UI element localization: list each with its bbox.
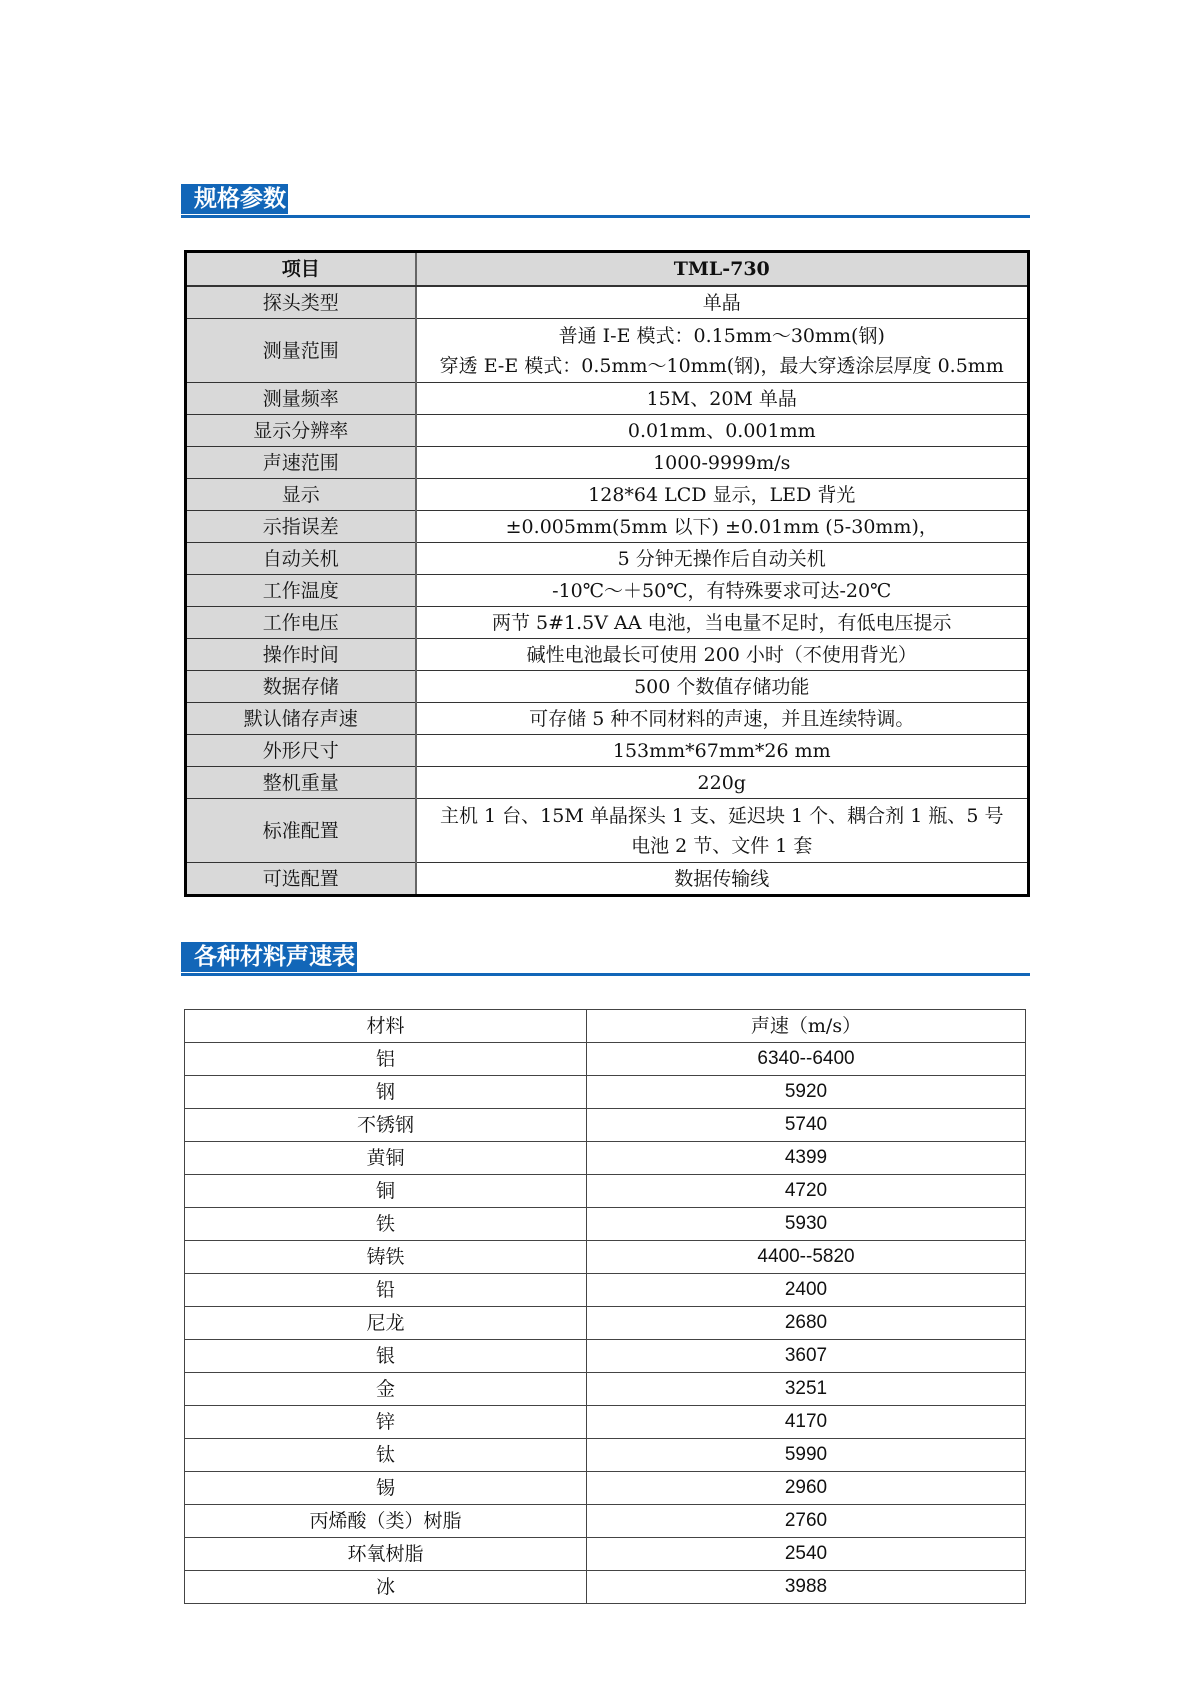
spec-label: 自动关机	[186, 543, 416, 575]
speed-cell: 3251	[587, 1373, 1026, 1406]
material-cell: 铸铁	[185, 1241, 587, 1274]
spec-value-line: 普通 I-E 模式：0.15mm～30mm(钢)	[558, 324, 885, 347]
speed-row	[185, 1175, 1026, 1208]
spec-row	[186, 511, 1029, 543]
speed-row	[185, 1241, 1026, 1274]
spec-row	[186, 479, 1029, 511]
material-cell: 锡	[185, 1472, 587, 1505]
spec-label: 可选配置	[186, 863, 416, 896]
spec-value	[416, 863, 1029, 896]
spec-section-title: 规格参数	[181, 184, 288, 214]
spec-row	[186, 767, 1029, 799]
spec-row	[186, 703, 1029, 735]
speed-cell: 2960	[587, 1472, 1026, 1505]
material-cell: 不锈钢	[185, 1109, 587, 1142]
speed-row	[185, 1472, 1026, 1505]
speed-row	[185, 1538, 1026, 1571]
spec-value-line: 5 分钟无操作后自动关机	[617, 547, 826, 570]
spec-label: 标准配置	[186, 799, 416, 863]
spec-value-line: 两节 5#1.5V AA 电池，当电量不足时，有低电压提示	[491, 611, 952, 634]
spec-value	[416, 799, 1029, 863]
speed-header-material: 材料	[185, 1010, 587, 1043]
material-cell: 铝	[185, 1043, 587, 1076]
spec-label: 测量频率	[186, 383, 416, 415]
spec-label: 工作温度	[186, 575, 416, 607]
spec-label: 探头类型	[186, 286, 416, 319]
spec-row	[186, 863, 1029, 896]
speed-row	[185, 1274, 1026, 1307]
spec-value-line: 数据传输线	[674, 867, 770, 890]
spec-label: 声速范围	[186, 447, 416, 479]
spec-value-line: ±0.005mm(5mm 以下) ±0.01mm (5-30mm)，	[505, 515, 938, 538]
speed-cell: 3607	[587, 1340, 1026, 1373]
material-cell: 铁	[185, 1208, 587, 1241]
spec-value-line: 15M、20M 单晶	[646, 387, 797, 410]
speed-row	[185, 1208, 1026, 1241]
spec-value-line: 单晶	[702, 291, 741, 314]
spec-label: 示指误差	[186, 511, 416, 543]
spec-label: 默认储存声速	[186, 703, 416, 735]
material-cell: 环氧树脂	[185, 1538, 587, 1571]
spec-value-line: 主机 1 台、15M 单晶探头 1 支、延迟块 1 个、耦合剂 1 瓶、5 号	[440, 804, 1004, 827]
spec-value	[416, 383, 1029, 415]
spec-value-line: 220g	[697, 771, 746, 794]
material-cell: 铜	[185, 1175, 587, 1208]
spec-label: 显示	[186, 479, 416, 511]
spec-value	[416, 415, 1029, 447]
spec-row	[186, 735, 1029, 767]
spec-label: 操作时间	[186, 639, 416, 671]
spec-value	[416, 319, 1029, 383]
spec-row	[186, 639, 1029, 671]
speed-cell: 2760	[587, 1505, 1026, 1538]
material-cell: 尼龙	[185, 1307, 587, 1340]
spec-section-heading	[181, 184, 1030, 218]
spec-header-model: TML-730	[416, 252, 1029, 287]
material-cell: 冰	[185, 1571, 587, 1604]
spec-value-line: 153mm*67mm*26 mm	[612, 739, 831, 762]
spec-label: 整机重量	[186, 767, 416, 799]
speed-row	[185, 1406, 1026, 1439]
spec-value	[416, 543, 1029, 575]
speed-row	[185, 1505, 1026, 1538]
speed-cell: 2540	[587, 1538, 1026, 1571]
speed-cell: 5740	[587, 1109, 1026, 1142]
spec-row	[186, 415, 1029, 447]
spec-value	[416, 447, 1029, 479]
speed-table-header-row	[185, 1010, 1026, 1043]
speed-table	[184, 1009, 1026, 1604]
spec-row	[186, 543, 1029, 575]
speed-row	[185, 1571, 1026, 1604]
spec-table	[184, 250, 1030, 897]
speed-cell: 2680	[587, 1307, 1026, 1340]
spec-value-line: 电池 2 节、文件 1 套	[631, 834, 813, 857]
speed-section-title: 各种材料声速表	[181, 942, 357, 972]
speed-header-speed: 声速（m/s）	[587, 1010, 1026, 1043]
speed-row	[185, 1043, 1026, 1076]
material-cell: 铅	[185, 1274, 587, 1307]
spec-value-line: 500 个数值存储功能	[634, 675, 810, 698]
spec-value-line: 可存储 5 种不同材料的声速，并且连续特调。	[529, 707, 915, 730]
spec-row	[186, 319, 1029, 383]
speed-section-rule	[181, 973, 1030, 976]
speed-cell: 6340--6400	[587, 1043, 1026, 1076]
spec-row	[186, 447, 1029, 479]
speed-row	[185, 1142, 1026, 1175]
spec-row	[186, 607, 1029, 639]
spec-value-line: 128*64 LCD 显示，LED 背光	[588, 483, 856, 506]
spec-value-line: -10℃～＋50℃，有特殊要求可达-20℃	[552, 579, 892, 602]
spec-row	[186, 575, 1029, 607]
spec-row	[186, 799, 1029, 863]
speed-cell: 4720	[587, 1175, 1026, 1208]
spec-value-line: 0.01mm、0.001mm	[627, 419, 816, 442]
spec-value	[416, 735, 1029, 767]
speed-section-heading	[181, 942, 1030, 976]
spec-value	[416, 607, 1029, 639]
spec-value-line: 碱性电池最长可使用 200 小时（不使用背光）	[526, 643, 917, 666]
speed-cell: 4170	[587, 1406, 1026, 1439]
spec-value-line: 1000-9999m/s	[653, 451, 791, 474]
spec-label: 外形尺寸	[186, 735, 416, 767]
material-cell: 钛	[185, 1439, 587, 1472]
spec-value	[416, 671, 1029, 703]
spec-label: 数据存储	[186, 671, 416, 703]
speed-row	[185, 1109, 1026, 1142]
spec-row	[186, 383, 1029, 415]
spec-row	[186, 286, 1029, 319]
speed-row	[185, 1373, 1026, 1406]
spec-value	[416, 767, 1029, 799]
spec-value-line: 穿透 E-E 模式：0.5mm～10mm(钢)，最大穿透涂层厚度 0.5mm	[439, 354, 1004, 377]
speed-cell: 5930	[587, 1208, 1026, 1241]
spec-value	[416, 511, 1029, 543]
speed-cell: 4400--5820	[587, 1241, 1026, 1274]
spec-label: 显示分辨率	[186, 415, 416, 447]
speed-cell: 4399	[587, 1142, 1026, 1175]
material-cell: 丙烯酸（类）树脂	[185, 1505, 587, 1538]
speed-cell: 5990	[587, 1439, 1026, 1472]
speed-row	[185, 1076, 1026, 1109]
spec-table-header-row	[186, 252, 1029, 287]
speed-cell: 2400	[587, 1274, 1026, 1307]
spec-label: 测量范围	[186, 319, 416, 383]
speed-cell: 3988	[587, 1571, 1026, 1604]
spec-value	[416, 479, 1029, 511]
spec-value	[416, 286, 1029, 319]
spec-label: 工作电压	[186, 607, 416, 639]
speed-row	[185, 1307, 1026, 1340]
material-cell: 金	[185, 1373, 587, 1406]
speed-row	[185, 1340, 1026, 1373]
spec-header-item: 项目	[186, 252, 416, 287]
material-cell: 钢	[185, 1076, 587, 1109]
speed-cell: 5920	[587, 1076, 1026, 1109]
material-cell: 锌	[185, 1406, 587, 1439]
spec-value	[416, 575, 1029, 607]
spec-row	[186, 671, 1029, 703]
spec-value	[416, 639, 1029, 671]
spec-value	[416, 703, 1029, 735]
material-cell: 黄铜	[185, 1142, 587, 1175]
speed-row	[185, 1439, 1026, 1472]
spec-section-rule	[181, 215, 1030, 218]
material-cell: 银	[185, 1340, 587, 1373]
